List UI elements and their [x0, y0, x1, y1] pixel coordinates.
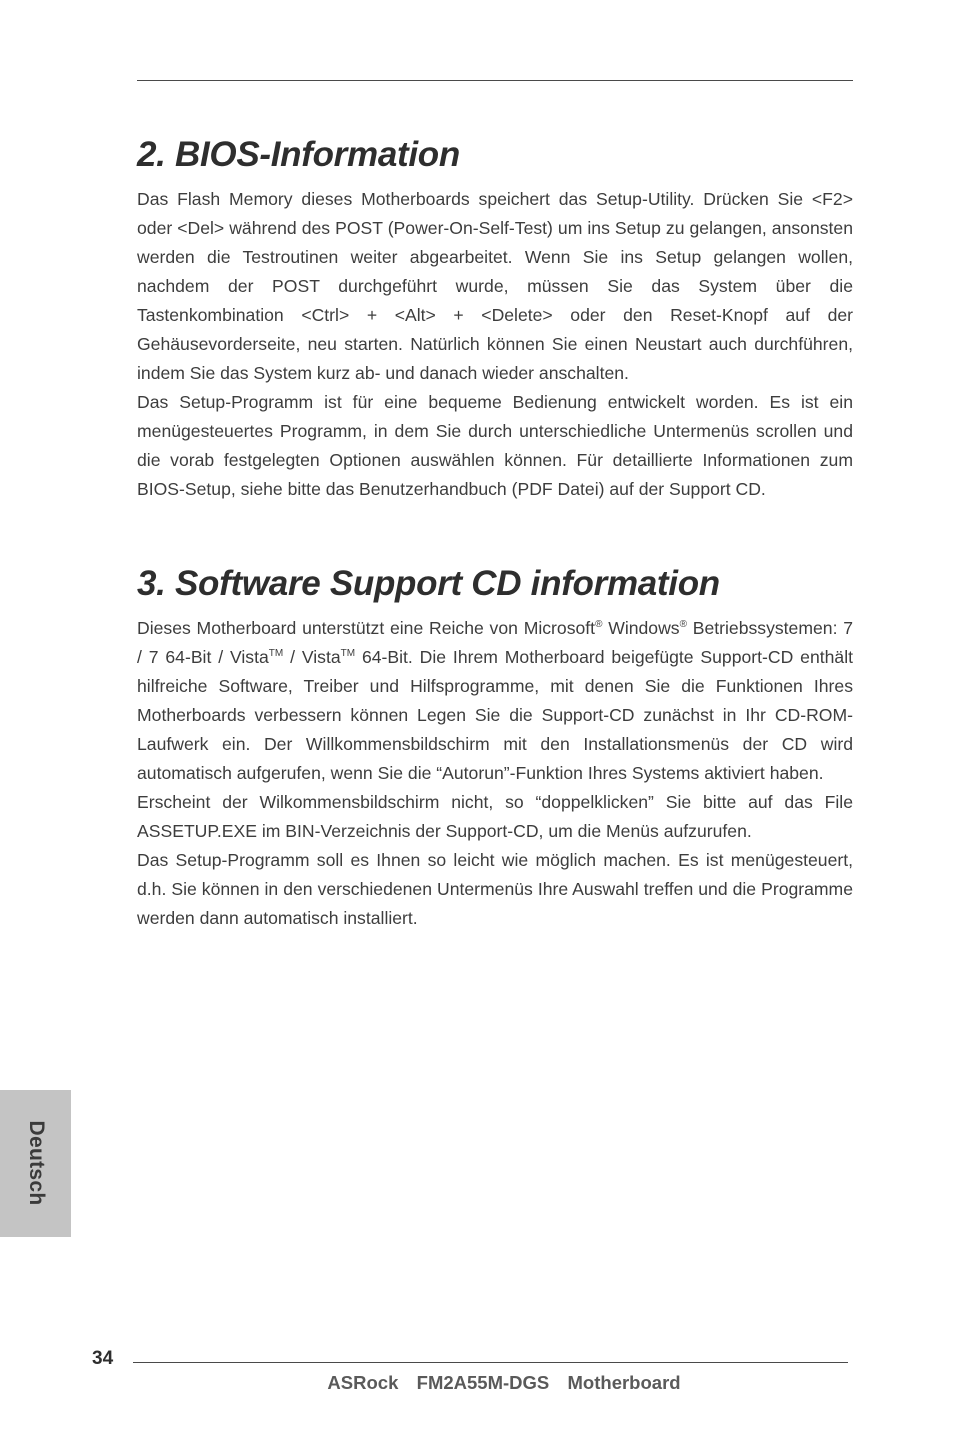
page-number: 34 — [92, 1348, 114, 1369]
footer-product-title: ASRock FM2A55M-DGS Motherboard — [327, 1372, 681, 1393]
registered-mark: ® — [679, 619, 687, 630]
paragraph-text: 64-Bit. Die Ihrem Motherboard beigefügte Support-CD enthält hilfreiche Software, Treiber und Hilfsprogramme, mit denen Sie die Funktionen Ihres Motherboards verbessern können Legen Sie die Support-CD zunächst in Ihr CD-ROM-Laufwerk ein. Der Willkommensbildschirm mit den Installationsmenüs der CD wird automatisch aufgerufen, wenn Sie die “Autorun”-Funktion Ihres Systems aktiviert haben. — [137, 647, 853, 783]
support-cd-paragraph — [137, 614, 853, 788]
support-cd-section-heading: 3. Software Support CD information — [137, 564, 720, 603]
trademark-mark: TM — [340, 648, 356, 659]
bios-section-heading: 2. BIOS-Information — [137, 135, 460, 174]
paragraph-text: Windows — [602, 618, 680, 638]
bios-section-body — [137, 185, 853, 504]
bios-paragraph: Das Flash Memory dieses Motherboards speichert das Setup-Utility. Drücken Sie <F2> oder <Del> während des POST (Power-On-Self-Test) um ins Setup zu gelangen, ansonsten werden die Testroutinen weiter abgearbeitet. Wenn Sie ins Setup gelangen wollen, nachdem der POST durchgeführt wurde, müssen Sie das System über die Tastenkombination <Ctrl> + <Alt> + <Delete> oder den Reset-Knopf auf der Gehäusevorderseite, neu starten. Natürlich können Sie einen Neustart auch durchführen, indem Sie das System kurz ab- und danach wieder anschalten. — [137, 189, 853, 383]
support-cd-section-body — [137, 614, 853, 933]
support-cd-paragraph: Erscheint der Wilkommensbildschirm nicht, so “doppelklicken” Sie bitte auf das File ASSETUP.EXE im BIN-Verzeichnis der Support-CD, um die Menüs aufzurufen. — [137, 792, 853, 841]
language-label: Deutsch — [25, 1120, 48, 1206]
paragraph-text: Betriebssystemen: 7 / 7 64-Bit / Vista — [137, 618, 854, 667]
top-divider — [137, 80, 853, 81]
paragraph-text: / Vista — [283, 647, 341, 667]
bottom-divider — [133, 1362, 848, 1363]
registered-mark: ® — [595, 619, 603, 630]
trademark-mark: TM — [268, 648, 284, 659]
language-side-tab — [0, 1090, 71, 1237]
bios-paragraph: Das Setup-Programm ist für eine bequeme Bedienung entwickelt worden. Es ist ein menügesteuertes Programm, in dem Sie durch unterschiedliche Untermenüs scrollen und die vorab festgelegten Optionen auswählen können. Für detaillierte Informationen zum BIOS-Setup, siehe bitte das Benutzerhandbuch (PDF Datei) auf der Support CD. — [137, 392, 853, 499]
paragraph-text: Dieses Motherboard unterstützt eine Reiche von Microsoft — [137, 618, 596, 638]
support-cd-paragraph: Das Setup-Programm soll es Ihnen so leicht wie möglich machen. Es ist menügesteuert, d.h. Sie können in den verschiedenen Untermenüs Ihre Auswahl treffen und die Programme werden dann automatisch installiert. — [137, 850, 853, 928]
